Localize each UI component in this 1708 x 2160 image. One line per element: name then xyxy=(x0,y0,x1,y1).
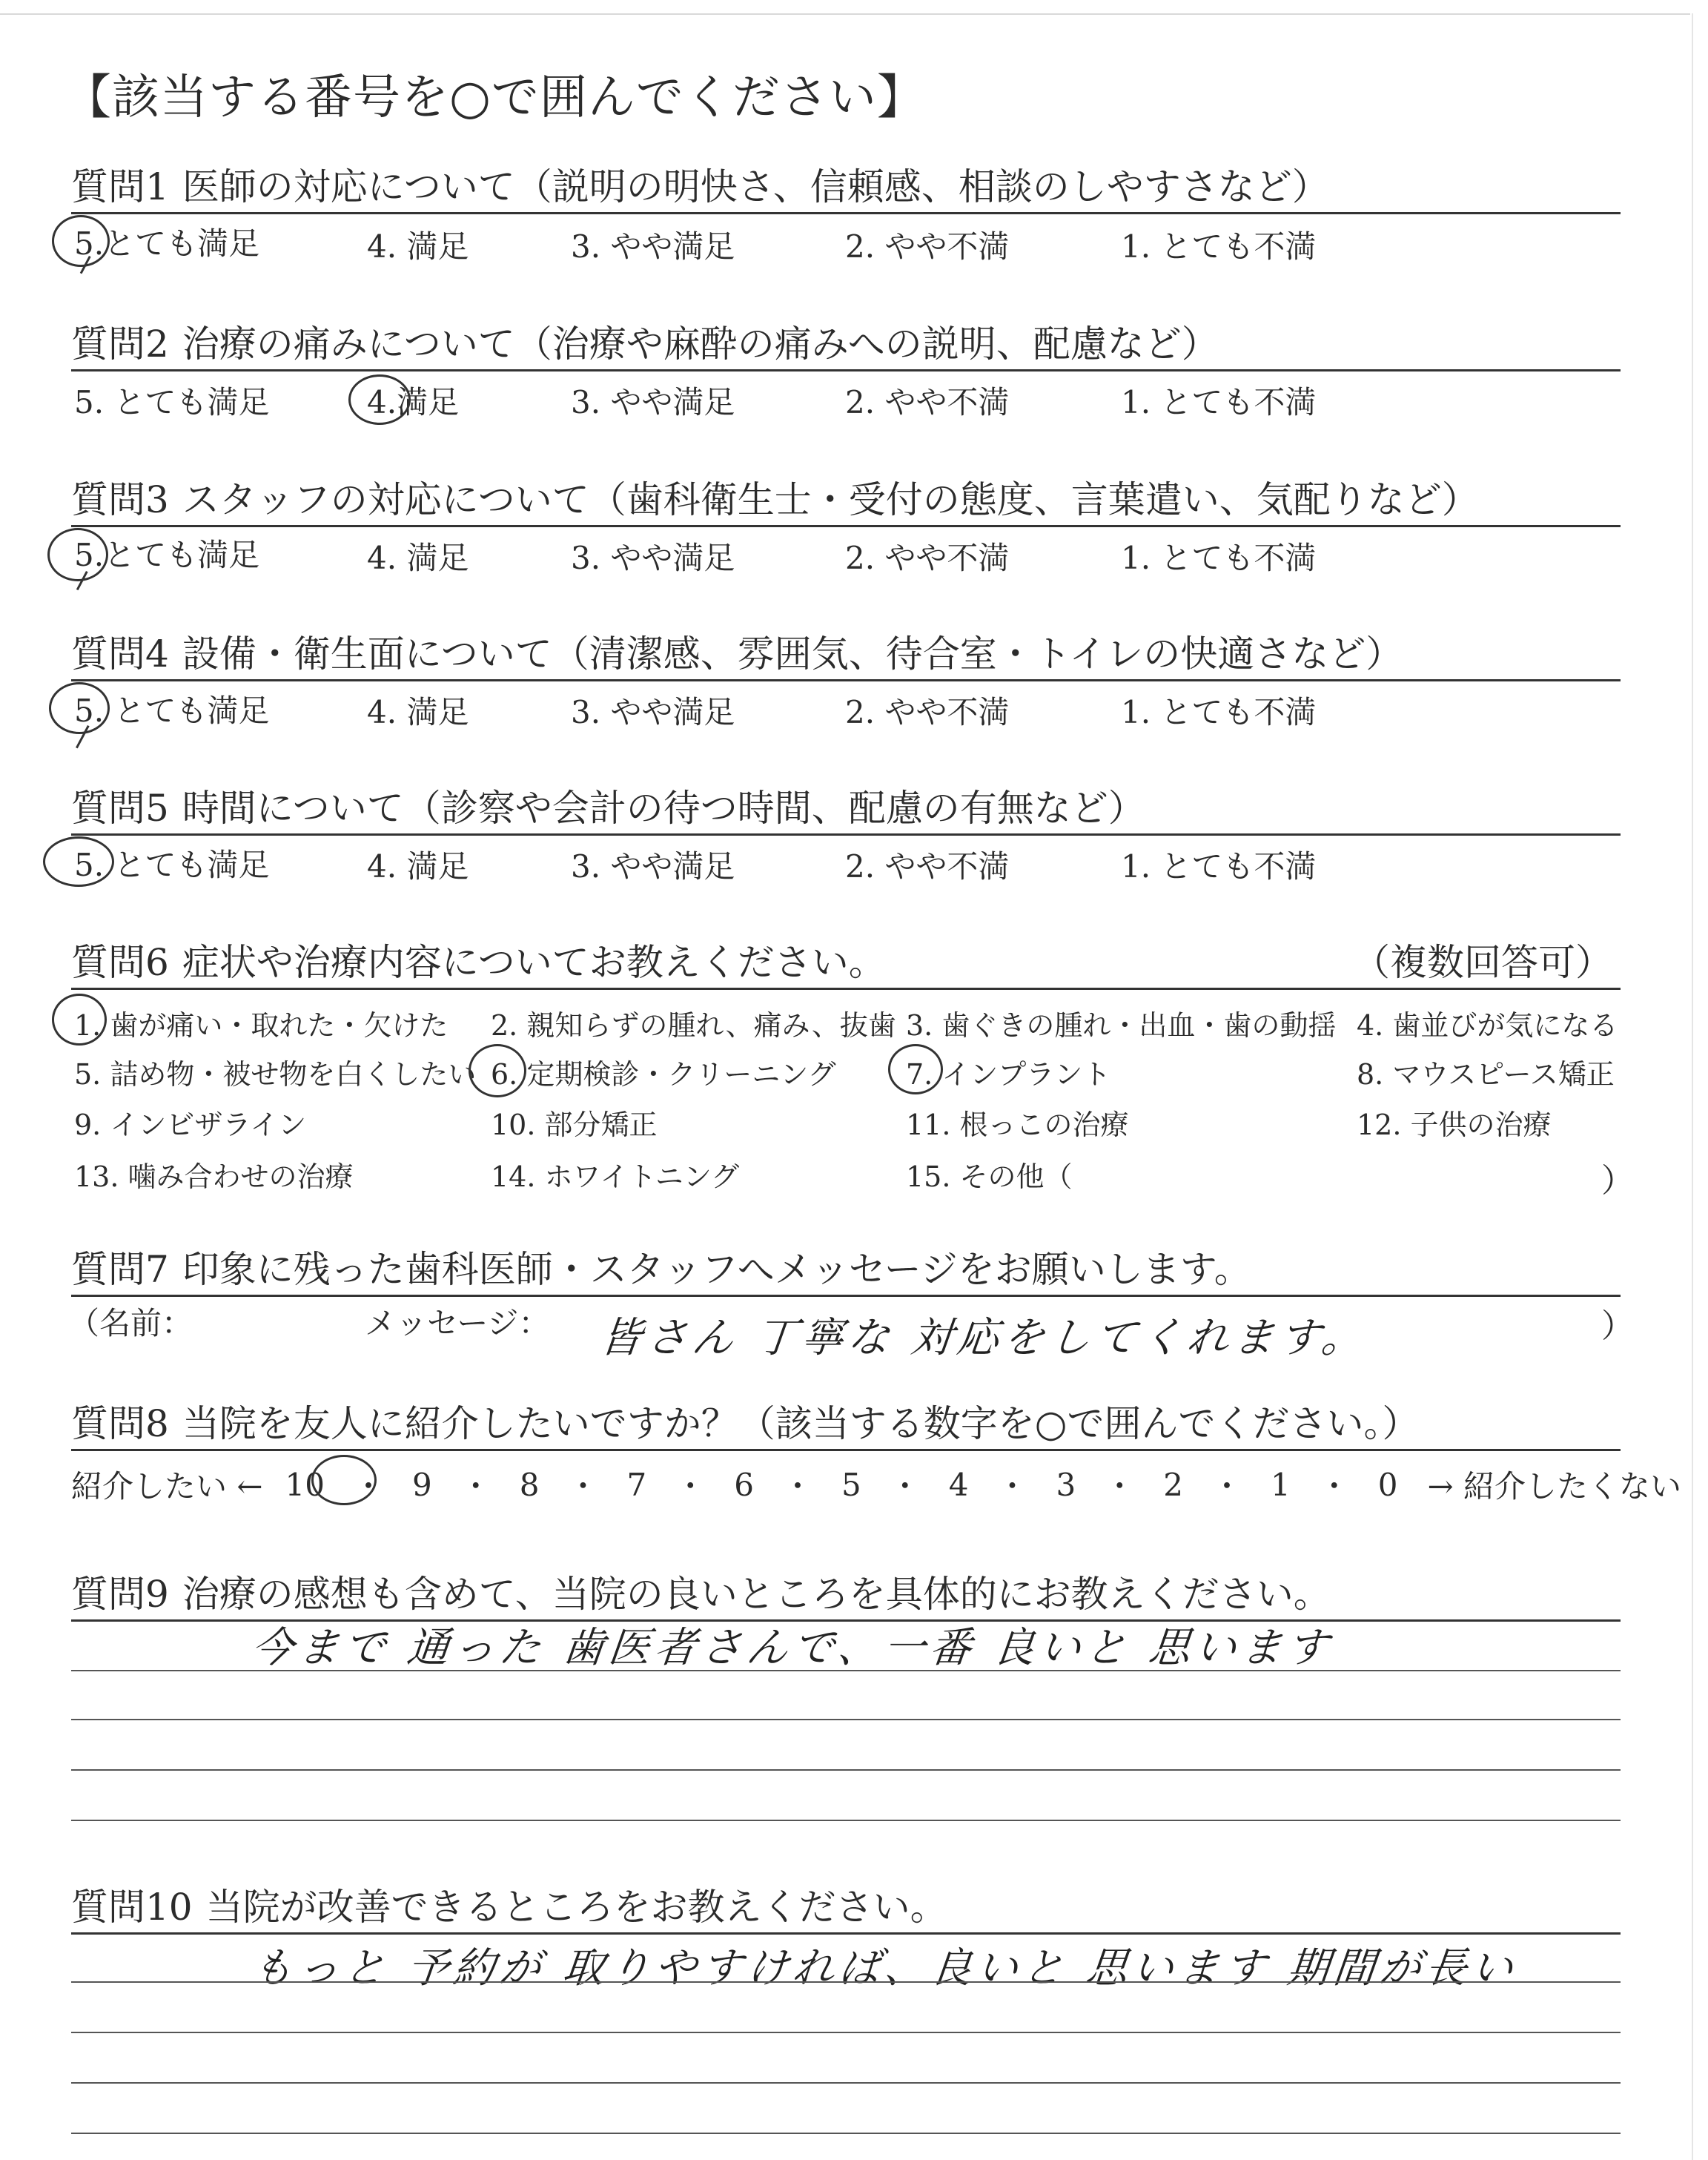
question-9-number: 質問9 xyxy=(71,1573,169,1616)
q8-recommend-scale xyxy=(71,1462,1682,1507)
q4-option-5[interactable]: 5. とても満足 xyxy=(74,693,270,729)
q4-selection-circle xyxy=(49,682,110,734)
q1-option-3[interactable]: 3. やや満足 xyxy=(571,228,735,265)
question-2-title xyxy=(71,314,1219,368)
q8-scale-10[interactable]: 10 xyxy=(285,1466,325,1503)
question-6-number: 質問6 xyxy=(71,941,169,984)
q6-selection-circle-6 xyxy=(469,1044,526,1097)
q6-option-8[interactable]: 8. マウスピース矯正 xyxy=(1357,1058,1615,1091)
question-2-number: 質問2 xyxy=(71,323,169,366)
question-7-number: 質問7 xyxy=(71,1248,169,1291)
q6-option-14[interactable]: 14. ホワイトニング xyxy=(491,1160,740,1193)
q6-option-3[interactable]: 3. 歯ぐきの腫れ・出血・歯の動揺 xyxy=(906,1009,1337,1042)
q1-option-4[interactable]: 4. 満足 xyxy=(367,228,469,265)
q10-answer-line-4 xyxy=(71,2133,1621,2134)
question-10-number: 質問10 xyxy=(71,1886,193,1929)
q8-right-label: → 紹介したくない xyxy=(1427,1468,1682,1505)
question-10-rule xyxy=(71,1932,1621,1935)
question-5-title xyxy=(71,779,1145,832)
question-4-number: 質問4 xyxy=(71,633,169,676)
scan-top-edge xyxy=(0,13,1690,15)
q9-answer-line-2 xyxy=(71,1719,1621,1720)
q2-option-3[interactable]: 3. やや満足 xyxy=(571,384,735,420)
q8-scale-0[interactable]: 0 xyxy=(1377,1466,1398,1503)
q5-option-2[interactable]: 2. やや不満 xyxy=(845,848,1010,885)
q4-option-4[interactable]: 4. 満足 xyxy=(367,694,469,730)
q6-selection-circle-1 xyxy=(52,994,107,1046)
q9-answer-line-1 xyxy=(71,1670,1621,1671)
question-7-title xyxy=(71,1240,1251,1293)
q9-answer-handwritten[interactable]: 今まで 通った 歯医者さんで、一番 良いと 思います xyxy=(249,1624,1336,1672)
q6-option-7[interactable]: 7. インプラント xyxy=(906,1058,1111,1091)
question-5-number: 質問5 xyxy=(71,787,169,830)
q2-option-5[interactable]: 5. とても満足 xyxy=(74,384,270,420)
q8-dot: ・ xyxy=(889,1468,921,1505)
q8-scale-2[interactable]: 2 xyxy=(1163,1466,1183,1503)
q6-option-13[interactable]: 13. 噛み合わせの治療 xyxy=(74,1160,354,1193)
q8-scale-4[interactable]: 4 xyxy=(948,1466,969,1503)
q8-dot: ・ xyxy=(460,1468,491,1505)
q8-dot: ・ xyxy=(353,1468,385,1505)
q8-selection-circle xyxy=(311,1455,377,1505)
q3-option-5[interactable]: 5.とても満足 xyxy=(74,537,260,573)
q6-option-1[interactable]: 1. 歯が痛い・取れた・欠けた xyxy=(74,1009,448,1042)
q2-option-4[interactable]: 4.満足 xyxy=(367,384,460,420)
q3-option-1[interactable]: 1. とても不満 xyxy=(1121,540,1317,576)
question-10-title xyxy=(71,1877,947,1931)
q6-selection-circle-7 xyxy=(888,1044,943,1094)
q7-message-handwritten[interactable]: 皆さん 丁寧な 対応をしてくれます。 xyxy=(598,1314,1371,1362)
q1-selection-circle xyxy=(52,215,110,267)
q5-option-4[interactable]: 4. 満足 xyxy=(367,848,469,885)
q8-dot: ・ xyxy=(1211,1468,1243,1505)
q7-message-label: メッセージ： xyxy=(365,1305,550,1341)
q6-option-9[interactable]: 9. インビザライン xyxy=(74,1109,307,1141)
q6-option-10[interactable]: 10. 部分矯正 xyxy=(491,1109,658,1141)
q4-option-2[interactable]: 2. やや不満 xyxy=(845,694,1010,730)
question-6-text: 症状や治療内容についてお教えください。 xyxy=(182,941,886,984)
question-7-rule xyxy=(71,1295,1621,1297)
q8-scale-9[interactable]: 9 xyxy=(412,1466,432,1503)
q8-dot: ・ xyxy=(567,1468,599,1505)
question-6-rule xyxy=(71,988,1621,990)
question-2-text: 治療の痛みについて（治療や麻酔の痛みへの説明、配慮など） xyxy=(182,323,1219,366)
q1-option-1[interactable]: 1. とても不満 xyxy=(1121,228,1317,265)
question-1-title xyxy=(71,157,1329,211)
q6-option-4[interactable]: 4. 歯並びが気になる xyxy=(1357,1009,1618,1042)
q5-option-5[interactable]: 5. とても満足 xyxy=(74,847,270,883)
q10-answer-handwritten[interactable]: もっと 予約が 取りやすければ、良いと 思います 期間が長い xyxy=(249,1944,1520,1992)
question-5-rule xyxy=(71,833,1621,836)
q2-option-2[interactable]: 2. やや不満 xyxy=(845,384,1010,420)
q10-answer-line-2 xyxy=(71,2032,1621,2033)
q6-option-15[interactable]: 15. その他（ xyxy=(906,1160,1073,1193)
q3-option-3[interactable]: 3. やや満足 xyxy=(571,540,735,576)
question-6-note: （複数回答可） xyxy=(1353,941,1612,984)
q8-dot: ・ xyxy=(1318,1468,1350,1505)
question-8-rule xyxy=(71,1449,1621,1451)
question-2-rule xyxy=(71,369,1621,371)
question-4-title xyxy=(71,624,1403,678)
question-1-text: 医師の対応について（説明の明快さ、信頼感、相談のしやすさなど） xyxy=(182,165,1329,208)
q8-scale-7[interactable]: 7 xyxy=(626,1466,647,1503)
question-4-rule xyxy=(71,679,1621,681)
q9-answer-line-4 xyxy=(71,1820,1621,1821)
q10-answer-line-3 xyxy=(71,2082,1621,2084)
scan-right-edge xyxy=(1692,13,1693,2160)
question-4-text: 設備・衛生面について（清潔感、雰囲気、待合室・トイレの快適さなど） xyxy=(182,633,1403,676)
question-1-number: 質問1 xyxy=(71,165,169,208)
q6-other-close-paren: ） xyxy=(1601,1162,1634,1200)
q5-selection-circle xyxy=(43,836,114,887)
question-8-number: 質問8 xyxy=(71,1402,169,1445)
q3-option-4[interactable]: 4. 満足 xyxy=(367,540,469,576)
question-1-rule xyxy=(71,212,1621,214)
question-3-title xyxy=(71,470,1479,524)
q4-option-3[interactable]: 3. やや満足 xyxy=(571,694,735,730)
q7-name-label: （名前： xyxy=(68,1305,193,1341)
q8-scale-1[interactable]: 1 xyxy=(1271,1466,1291,1503)
q6-option-11[interactable]: 11. 根っこの治療 xyxy=(906,1109,1129,1141)
q1-option-2[interactable]: 2. やや不満 xyxy=(845,228,1010,265)
q9-answer-line-3 xyxy=(71,1769,1621,1771)
question-6-title xyxy=(71,933,886,986)
q8-dot: ・ xyxy=(1104,1468,1136,1505)
q6-option-5[interactable]: 5. 詰め物・被せ物を白くしたい xyxy=(74,1058,477,1091)
q1-option-5[interactable]: 5.とても満足 xyxy=(74,225,260,262)
q10-answer-line-1 xyxy=(71,1981,1621,1983)
question-3-rule xyxy=(71,525,1621,527)
q3-selection-circle xyxy=(47,528,108,581)
question-7-text: 印象に残った歯科医師・スタッフへメッセージをお願いします。 xyxy=(182,1248,1251,1291)
question-9-text: 治療の感想も含めて、当院の良いところを具体的にお教えください。 xyxy=(182,1573,1331,1616)
q8-scale-6[interactable]: 6 xyxy=(734,1466,754,1503)
q8-left-label: 紹介したい ← xyxy=(71,1468,263,1505)
q8-scale-3[interactable]: 3 xyxy=(1056,1466,1076,1503)
q3-option-2[interactable]: 2. やや不満 xyxy=(845,540,1010,576)
question-5-text: 時間について（診察や会計の待つ時間、配慮の有無など） xyxy=(182,787,1145,830)
question-3-number: 質問3 xyxy=(71,478,169,521)
q7-close-paren: ） xyxy=(1601,1307,1634,1345)
q6-option-2[interactable]: 2. 親知らずの腫れ、痛み、抜歯 xyxy=(491,1009,896,1042)
q6-option-12[interactable]: 12. 子供の治療 xyxy=(1357,1109,1552,1141)
q8-dot: ・ xyxy=(675,1468,706,1505)
q5-option-3[interactable]: 3. やや満足 xyxy=(571,848,735,885)
q4-option-1[interactable]: 1. とても不満 xyxy=(1121,694,1317,730)
q6-option-6[interactable]: 6. 定期検診・クリーニング xyxy=(491,1058,836,1091)
question-8-title xyxy=(71,1394,1419,1447)
question-10-text: 当院が改善できるところをお教えください。 xyxy=(205,1886,947,1929)
q8-scale-5[interactable]: 5 xyxy=(841,1466,861,1503)
question-8-text: 当院を友人に紹介したいですか？（該当する数字を○で囲んでください。） xyxy=(182,1402,1420,1445)
instruction-header: 【該当する番号を○で囲んでください】 xyxy=(64,70,925,125)
q8-scale-8[interactable]: 8 xyxy=(519,1466,540,1503)
q5-option-1[interactable]: 1. とても不満 xyxy=(1121,848,1317,885)
q2-option-1[interactable]: 1. とても不満 xyxy=(1121,384,1317,420)
question-3-text: スタッフの対応について（歯科衛生士・受付の態度、言葉遣い、気配りなど） xyxy=(182,478,1479,521)
question-9-title xyxy=(71,1565,1331,1618)
q8-dot: ・ xyxy=(996,1468,1028,1505)
q2-selection-circle xyxy=(348,374,411,425)
q8-dot: ・ xyxy=(782,1468,814,1505)
